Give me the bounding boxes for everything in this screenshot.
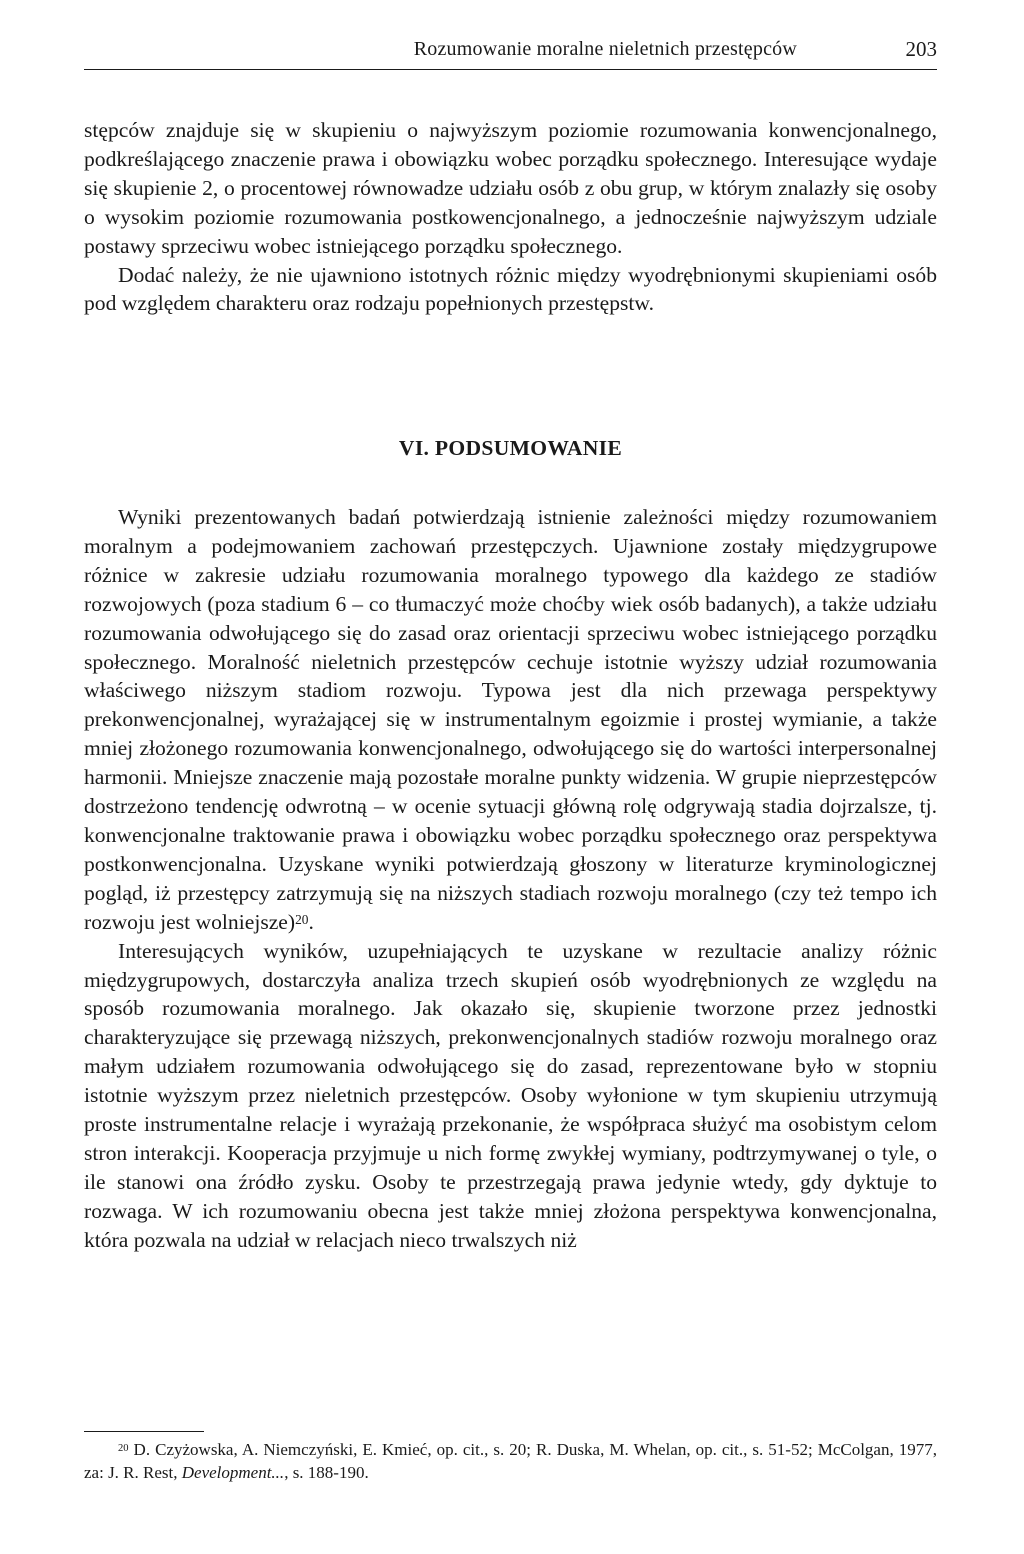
page-number: 203 (905, 37, 937, 61)
running-title: Rozumowanie moralne nieletnich przestępców (413, 38, 797, 60)
paragraph: Interesujących wyników, uzupełniających te uzyskane w rezultacie analizy różnic międzygrupowych, dostarczyła analiza trzech skupień osób wyodrębnionych ze względu na sposób rozumowania moralnego. Jak okazało się, skupienie tworzone przez jednostki charakteryzujące się przewagą niższych, prekonwencjonalnych stadiów rozwoju moralnego oraz małym udziałem rozumowania odwołującego się do zasad, reprezentowane było w stopniu istotnie wyższym przez nieletnich przestępców. Osoby wyłonione w tym skupieniu utrzymują proste instrumentalne relacje i wyrażają przekonanie, że współpraca służyć ma osobistym celom stron interakcji. Kooperacja przyjmuje u nich formę zwykłej wymiany, podtrzymywanej o tyle, o ile stanowi ona źródło zysku. Osoby te przestrzegają prawa jedynie wtedy, gdy dyktuje to rozwaga. W ich rozumowaniu obecna jest także mniej złożona perspektywa konwencjonalna, która pozwala na udział w relacjach nieco trwalszych niż (84, 938, 937, 1252)
footnote-text: D. Czyżowska, A. Niemczyński, E. Kmieć, op. cit., s. 20; R. Duska, M. Whelan, op. cit., s. 51-52; McColgan, 1977, za: J. R. Rest, (84, 1440, 937, 1482)
footnote-divider (84, 1431, 204, 1432)
paragraph (84, 503, 937, 937)
paragraph-end: . (308, 909, 314, 934)
footnote-text-end: , s. 188-190. (284, 1463, 369, 1482)
paragraph-text: Wyniki prezentowanych badań potwierdzają istnienie zależności między rozumowaniem moralnym a podejmowaniem zachowań przestępczych. Ujawnione zostały międzygrupowe różnice w zakresie udziału rozumowania moralnego typowego dla każdego ze stadiów rozwojowych (poza stadium 6 – co tłumaczyć może choćby wiek osób badanych), a także udziału rozumowania odwołującego się do zasad oraz orientacji sprzeciwu wobec istniejącego porządku społecznego. Moralność nieletnich przestępców cechuje istotnie wyższy udział rozumowania właściwego niższym stadiom rozwoju. Typowa jest dla nich przewaga perspektywy prekonwencjonalnej, wyrażającej się w instrumentalnym egoizmie i prostej wymianie, a także mniej złożonego rozumowania konwencjonalnego, odwołującego się do wartości interpersonalnej harmonii. Mniejsze znaczenie mają pozostałe moralne punkty widzenia. W grupie nieprzestępców dostrzeżono tendencję odwrotną – w ocenie sytuacji główną rolę odgrywają stadia dojrzalsze, tj. konwencjonalne traktowanie prawa i obowiązku wobec porządku społecznego oraz perspektywa postkonwencjonalna. Uzyskane wyniki potwierdzają głoszony w literaturze kryminologicznej pogląd, iż przestępcy zatrzymują się na niższych stadiach rozwoju moralnego (czy też tempo ich rozwoju jest wolniejsze) (84, 505, 937, 934)
footnote-number: 20 (118, 1443, 129, 1455)
running-header (84, 0, 937, 70)
footnote (84, 1438, 937, 1484)
footnote-title: Development... (181, 1463, 285, 1482)
paragraph: Dodać należy, że nie ujawniono istotnych różnic między wyodrębnionymi skupieniami osób pod względem charakteru oraz rodzaju popełnionych przestępstw. (84, 262, 937, 316)
section-2-text (84, 503, 937, 1255)
paragraph: stępców znajduje się w skupieniu o najwyższym poziomie rozumowania konwencjonalnego, podkreślającego znaczenie prawa i obowiązku wobec porządku społecznego. Interesujące wydaje się skupienie 2, o procentowej równowadze udziału osób z obu grup, w którym znalazły się osoby o wysokim poziomie rozumowania postkowencjonalnego, a jednocześnie najwyższym udziale postawy sprzeciwu wobec istniejącego porządku społecznego. (84, 118, 937, 258)
section-1-text (84, 116, 937, 318)
footnotes (84, 1438, 937, 1484)
document-page (84, 0, 937, 1482)
section-heading: VI. PODSUMOWANIE (398, 436, 623, 460)
footnote-reference: 20 (295, 912, 309, 928)
